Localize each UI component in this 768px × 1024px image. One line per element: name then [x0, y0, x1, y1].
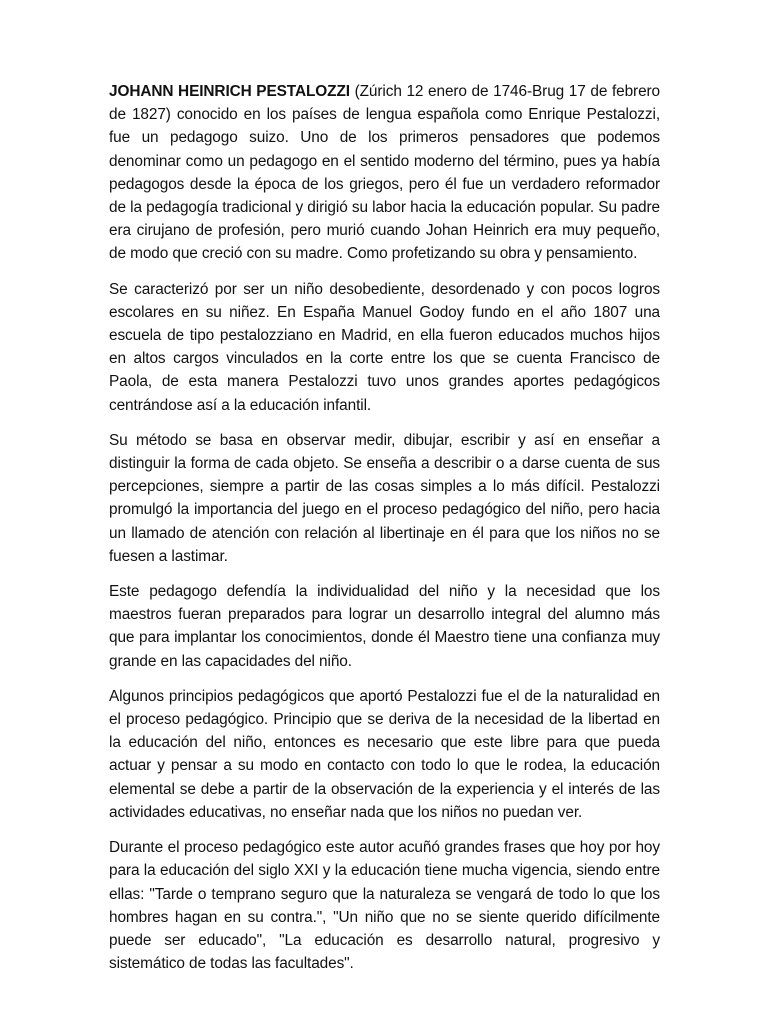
- paragraph-principles: Algunos principios pedagógicos que aportó Pestalozzi fue el de la naturalidad en el proceso pedagógico. Principio que se deriva de la necesidad de la libertad en la educación del niño, entonces es necesario que este libre para que pueda actuar y pensar a su modo en contacto con todo lo que le rodea, la educación elemental se debe a partir de la observación de la experiencia y el interés de las actividades educativas, no enseñar nada que los niños no puedan ver.: [109, 687, 660, 821]
- paragraph-intro: [109, 80, 660, 266]
- paragraph-method: Su método se basa en observar medir, dibujar, escribir y así en enseñar a distinguir la forma de cada objeto. Se enseña a describir o a darse cuenta de sus percepciones, siempre a partir de las cosas simples a lo más difícil. Pestalozzi promulgó la importancia del juego en el proceso pedagógico del niño, pero hacia un llamado de atención con relación al libertinaje en él para que los niños no se fuesen a lastimar.: [109, 431, 660, 565]
- subject-name: JOHANN HEINRICH PESTALOZZI: [109, 83, 350, 100]
- paragraph-childhood: Se caracterizó por ser un niño desobediente, desordenado y con pocos logros escolares en su niñez. En España Manuel Godoy fundo en el año 1807 una escuela de tipo pestalozziano en Madrid, en ella fueron educados muchos hijos en altos cargos vinculados en la corte entre los que se cuenta Francisco de Paola, de esta manera Pestalozzi tuvo unos grandes aportes pedagógicos centrándose así a la educación infantil.: [109, 280, 660, 414]
- intro-text: (Zúrich 12 enero de 1746-Brug 17 de febrero de 1827) conocido en los países de lengua española como Enrique Pestalozzi, fue un pedagogo suizo. Uno de los primeros pensadores que podemos denominar como un pedagogo en el sentido moderno del término, pues ya había pedagogos desde la época de los griegos, pero él fue un verdadero reformador de la pedagogía tradicional y dirigió su labor hacia la educación popular. Su padre era cirujano de profesión, pero murió cuando Johan Heinrich era muy pequeño, de modo que creció con su madre. Como profetizando su obra y pensamiento.: [109, 83, 661, 263]
- paragraph-individuality: Este pedagogo defendía la individualidad del niño y la necesidad que los maestros fueran preparados para lograr un desarrollo integral del alumno más que para implantar los conocimientos, donde él Maestro tiene una confianza muy grande en las capacidades del niño.: [109, 583, 660, 670]
- paragraph-quotes: Durante el proceso pedagógico este autor acuñó grandes frases que hoy por hoy para la educación del siglo XXI y la educación tiene mucha vigencia, siendo entre ellas: "Tarde o temprano seguro que la naturaleza se vengará de todo lo que los hombres hagan en su contra.", "Un niño que no se siente querido difícilmente puede ser educado", "La educación es desarrollo natural, progresivo y sistemático de todas las facultades".: [109, 839, 660, 973]
